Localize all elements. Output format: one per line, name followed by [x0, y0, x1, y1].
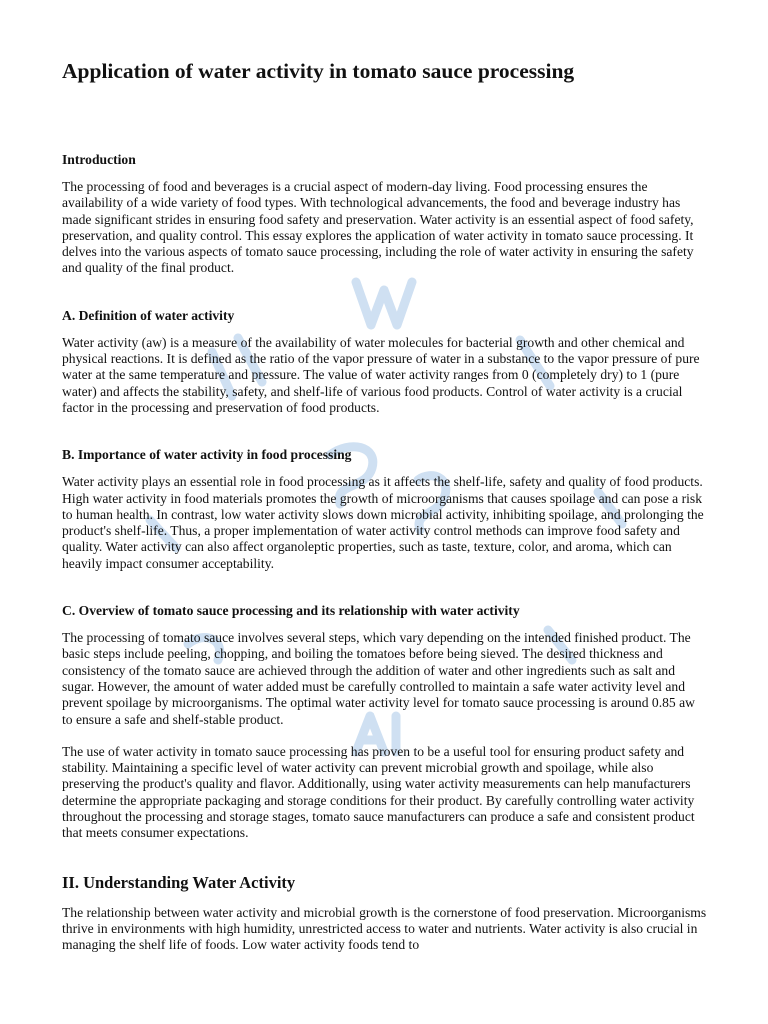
section-heading-introduction: Introduction: [62, 152, 136, 167]
section-paragraph: The use of water activity in tomato sauce processing has proven to be a useful tool for ensuring product safety and stability. Maintaining a specific level of water activity can prevent microbial growth and spoilage, while also preserving the product's quality and flavor. Additionally, using water activity measurements can help manufacturers determine the appropriate packaging and storage conditions for their product. By carefully controlling water activity throughout the processing and storage stages, tomato sauce manufacturers can produce a safe and consistent product that meets consumer expectations.: [62, 743, 695, 841]
section-paragraph: The processing of tomato sauce involves several steps, which vary depending on the intended finished product. The basic steps include peeling, chopping, and boiling the tomatoes before being sieved. The desired thickness and consistency of the tomato sauce are achieved through the addition of water and other ingredients such as salt and sugar. However, the amount of water added must be carefully controlled to maintain a safe water activity level and prevent spoilage by microorganisms. The optimal water activity level for tomato sauce processing is around 0.85 aw to ensure a safe and shelf-stable product.: [62, 630, 695, 727]
section-heading-importance: B. Importance of water activity in food processing: [62, 447, 352, 463]
document-body: [62, 56, 708, 954]
document-title: Application of water activity in tomato sauce processing: [62, 59, 575, 83]
section-paragraph: The processing of food and beverages is a crucial aspect of modern-day living. Food processing ensures the availability of a wide variety of food types. With technological advancements, the food and beverage industry has made significant strides in ensuring food safety and preservation. Water activity is an essential aspect of food safety, preservation, and quality control. This essay explores the application of water activity in tomato sauce processing. It delves into the various aspects of tomato sauce processing, including the role of water activity in ensuring the safety and quality of the final product.: [62, 179, 694, 276]
section-heading-overview: C. Overview of tomato sauce processing and its relationship with water activity: [62, 603, 520, 619]
section-heading-understanding: II. Understanding Water Activity: [62, 872, 296, 892]
section-paragraph: Water activity (aw) is a measure of the availability of water molecules for bacterial growth and other chemical and physical reactions. It is defined as the ratio of the vapor pressure of water in a substance to the vapor pressure of pure water at the same temperature and pressure. The value of water activity ranges from 0 (completely dry) to 1 (pure water) and affects the stability, safety, and shelf-life of various food products. Control of water activity is a crucial factor in the processing and preservation of food products.: [62, 334, 700, 415]
section-paragraph: The relationship between water activity and microbial growth is the cornerstone of food preservation. Microorganisms thrive in environments with high humidity, unrestricted access to water and nutrients. Water activity is also crucial in managing the shelf life of foods. Low water activity foods tend to: [62, 904, 707, 953]
section-paragraph: Water activity plays an essential role in food processing as it affects the shelf-life, safety and quality of food products. High water activity in food materials promotes the growth of microorganisms that causes spoilage and can pose a risk to human health. In contrast, low water activity slows down microbial activity, inhibiting spoilage, and prolonging the product's shelf-life. Thus, a proper implementation of water activity control methods can improve food safety and quality. Water activity can also affect organoleptic properties, such as taste, texture, color, and aroma, which can heavily impact consumer acceptability.: [62, 474, 704, 571]
section-heading-definition: A. Definition of water activity: [62, 307, 235, 323]
